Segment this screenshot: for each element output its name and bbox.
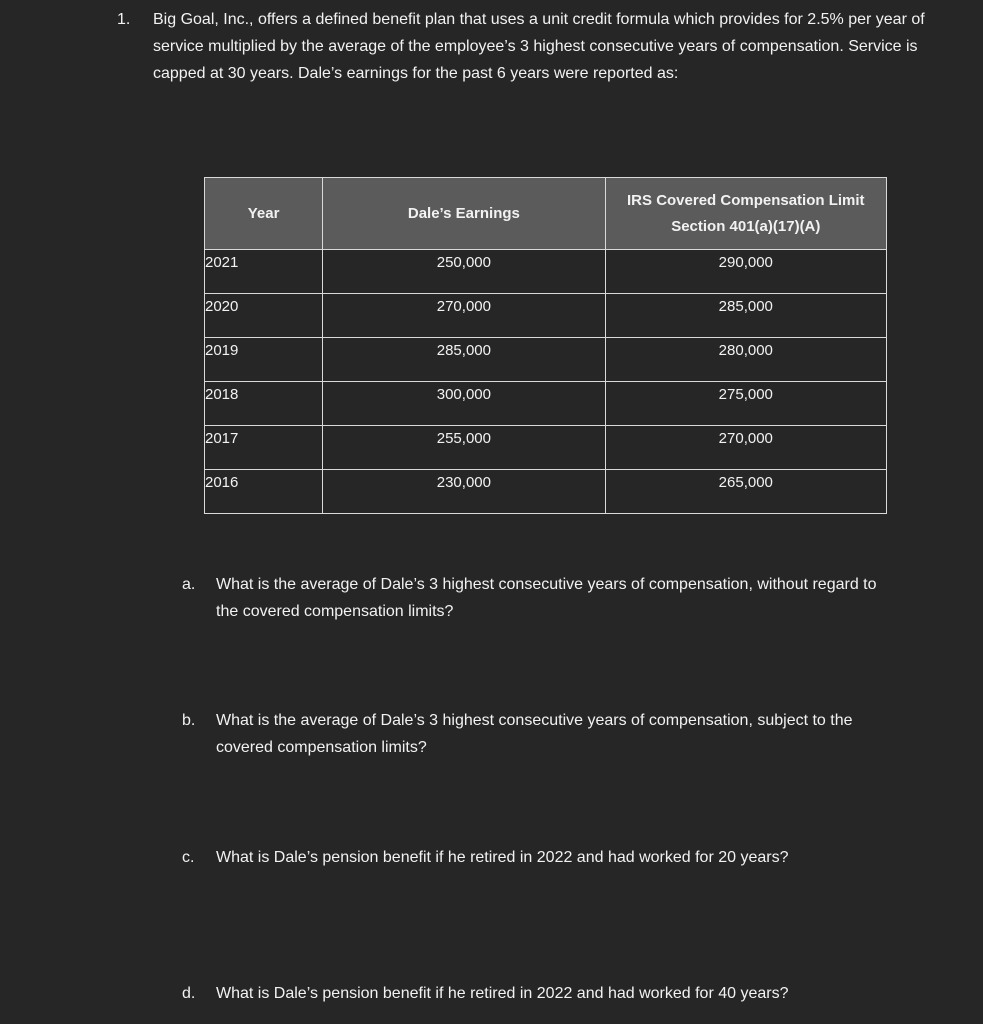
question-number: 1. — [117, 11, 131, 28]
header-earnings: Dale’s Earnings — [323, 178, 605, 250]
cell-year: 2018 — [205, 382, 323, 426]
cell-year: 2019 — [205, 338, 323, 382]
header-limit-line2: Section 401(a)(17)(A) — [671, 217, 821, 235]
cell-limit: 270,000 — [605, 426, 886, 470]
table-row — [205, 470, 887, 514]
header-limit — [605, 178, 886, 250]
subquestion-a — [182, 571, 902, 625]
compensation-table — [204, 177, 887, 514]
cell-year: 2017 — [205, 426, 323, 470]
subquestion-d — [182, 980, 902, 1007]
cell-year: 2021 — [205, 250, 323, 294]
cell-year: 2020 — [205, 294, 323, 338]
table-row — [205, 294, 887, 338]
subquestion-text: What is Dale’s pension benefit if he retired in 2022 and had worked for 40 years? — [216, 985, 789, 1002]
subquestion-letter: d. — [182, 985, 196, 1002]
subquestion-text: What is Dale’s pension benefit if he retired in 2022 and had worked for 20 years? — [216, 849, 789, 866]
table-row — [205, 338, 887, 382]
cell-limit: 285,000 — [605, 294, 886, 338]
subquestion-text: What is the average of Dale’s 3 highest consecutive years of compensation, without regard to the covered compensation limits? — [216, 576, 877, 620]
cell-earnings: 300,000 — [323, 382, 605, 426]
question-1 — [117, 6, 937, 87]
question-text: Big Goal, Inc., offers a defined benefit plan that uses a unit credit formula which provides for 2.5% per year of service multiplied by the average of the employee’s 3 highest consecutive years of compensation. Service is capped at 30 years. Dale’s earnings for the past 6 years were reported as: — [153, 11, 925, 82]
cell-limit: 290,000 — [605, 250, 886, 294]
table-header-row — [205, 178, 887, 250]
cell-limit: 280,000 — [605, 338, 886, 382]
header-limit-line1: IRS Covered Compensation Limit — [627, 191, 865, 209]
cell-earnings: 270,000 — [323, 294, 605, 338]
cell-year: 2016 — [205, 470, 323, 514]
subquestion-letter: c. — [182, 849, 195, 866]
cell-limit: 275,000 — [605, 382, 886, 426]
subquestion-letter: a. — [182, 576, 196, 593]
cell-earnings: 230,000 — [323, 470, 605, 514]
cell-earnings: 250,000 — [323, 250, 605, 294]
subquestion-text: What is the average of Dale’s 3 highest consecutive years of compensation, subject to the covered compensation limits? — [216, 712, 853, 756]
subquestion-b — [182, 707, 902, 761]
table-row — [205, 426, 887, 470]
cell-earnings: 285,000 — [323, 338, 605, 382]
table-row — [205, 382, 887, 426]
subquestion-c — [182, 844, 902, 871]
subquestion-letter: b. — [182, 712, 196, 729]
header-year: Year — [205, 178, 323, 250]
table-row — [205, 250, 887, 294]
cell-limit: 265,000 — [605, 470, 886, 514]
cell-earnings: 255,000 — [323, 426, 605, 470]
